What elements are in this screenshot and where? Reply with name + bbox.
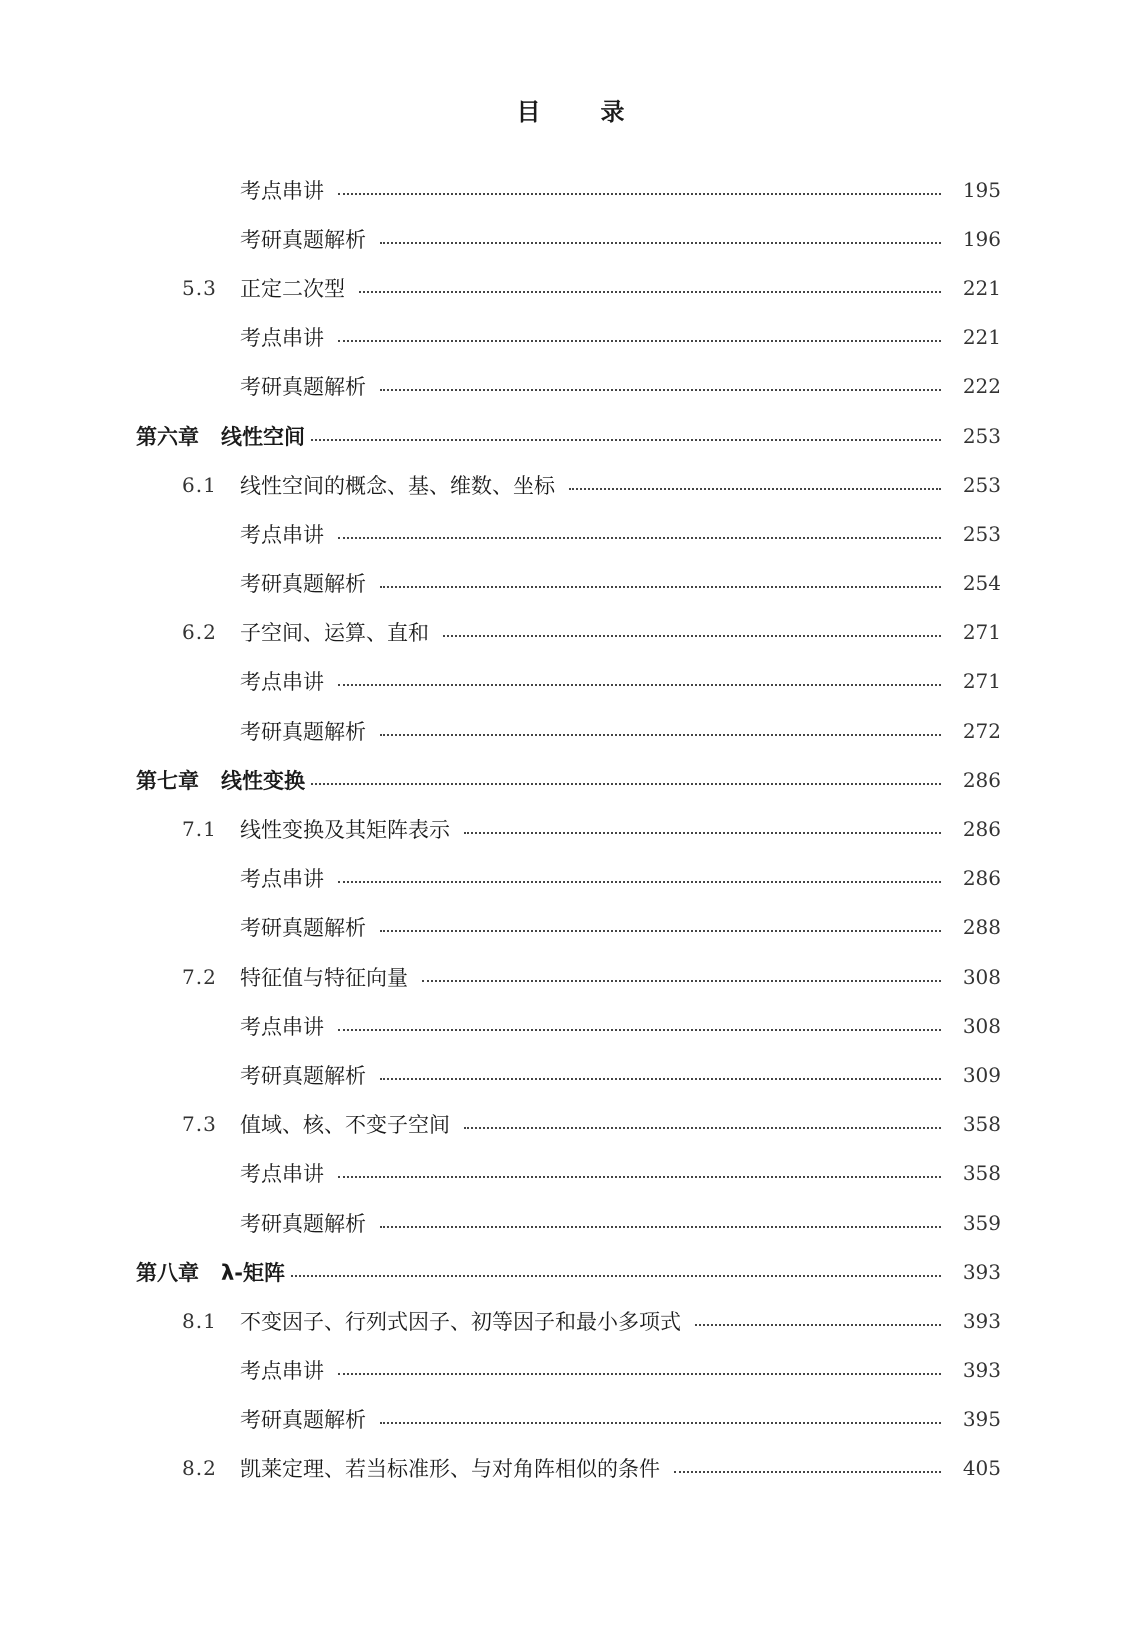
entry-title-with-leader: [240, 962, 945, 992]
entry-title-with-leader: [240, 1158, 945, 1188]
chapter-name: λ-矩阵: [221, 1260, 286, 1285]
entry-title-with-leader: [240, 617, 945, 647]
dot-leader: [380, 242, 941, 244]
chapter-number: 第八章: [136, 1260, 199, 1285]
entry-title-with-leader: [136, 765, 945, 795]
page-number: 271: [962, 669, 1001, 694]
entry-title-with-leader: [240, 1404, 945, 1434]
entry-title-with-leader: [240, 568, 945, 598]
section-title: 特征值与特征向量: [240, 965, 408, 990]
entry-title-with-leader: [240, 519, 945, 549]
entry-title-with-leader: [136, 421, 945, 451]
subsection-title: 考研真题解析: [240, 1211, 366, 1236]
subsection-title: 考研真题解析: [240, 1063, 366, 1088]
page-number: 222: [962, 374, 1001, 399]
page-number: 308: [962, 964, 1001, 989]
subsection-title: 考研真题解析: [240, 375, 366, 400]
page-number: 393: [962, 1358, 1001, 1383]
subsection-title: 考研真题解析: [240, 227, 366, 252]
toc-entry-section[interactable]: [0, 952, 1141, 1001]
page-number: 271: [962, 620, 1001, 645]
dot-leader: [380, 930, 941, 932]
toc-entry-sub[interactable]: [0, 657, 1141, 706]
dot-leader: [311, 439, 941, 441]
entry-title-with-leader: [240, 1355, 945, 1385]
toc-entry-sub[interactable]: [0, 1149, 1141, 1198]
dot-leader: [380, 586, 941, 588]
toc-entry-sub[interactable]: [0, 903, 1141, 952]
section-number: 5.3: [182, 275, 217, 300]
section-title: 正定二次型: [240, 276, 345, 301]
chapter-number: 第六章: [136, 424, 199, 449]
subsection-title: 考点串讲: [240, 670, 324, 695]
chapter-title: [136, 1257, 291, 1287]
page-number: 393: [962, 1308, 1001, 1333]
page-number: 393: [962, 1259, 1001, 1284]
section-number: 6.2: [182, 620, 217, 645]
page-number: 221: [962, 325, 1001, 350]
dot-leader: [380, 734, 941, 736]
page-number: 358: [962, 1112, 1001, 1137]
page-number: 358: [962, 1161, 1001, 1186]
page-number: 221: [962, 275, 1001, 300]
dot-leader: [422, 980, 941, 982]
entry-title-with-leader: [240, 1109, 945, 1139]
dot-leader: [338, 1373, 941, 1375]
dot-leader: [674, 1471, 941, 1473]
subsection-title: 考研真题解析: [240, 1408, 366, 1433]
section-title: 值域、核、不变子空间: [240, 1113, 450, 1138]
entry-title-with-leader: [240, 322, 945, 352]
entry-title-with-leader: [240, 1306, 945, 1336]
page-number: 405: [962, 1456, 1001, 1481]
toc-entry-sub[interactable]: [0, 509, 1141, 558]
subsection-title: 考点串讲: [240, 1359, 324, 1384]
dot-leader: [380, 1422, 941, 1424]
toc-entry-section[interactable]: [0, 460, 1141, 509]
dot-leader: [338, 1029, 941, 1031]
chapter-number: 第七章: [136, 768, 199, 793]
toc-entry-section[interactable]: [0, 1296, 1141, 1345]
subsection-title: 考研真题解析: [240, 719, 366, 744]
entry-title-with-leader: [240, 1208, 945, 1238]
page-number: 253: [962, 423, 1001, 448]
entry-title-with-leader: [240, 273, 945, 303]
toc-entry-sub[interactable]: [0, 1346, 1141, 1395]
chapter-name: 线性变换: [221, 768, 305, 793]
dot-leader: [464, 1127, 941, 1129]
subsection-title: 考点串讲: [240, 1014, 324, 1039]
entry-title-with-leader: [240, 716, 945, 746]
toc-entry-chapter[interactable]: [0, 1247, 1141, 1296]
section-title: 凯莱定理、若当标准形、与对角阵相似的条件: [240, 1457, 660, 1482]
dot-leader: [311, 783, 941, 785]
entry-title-with-leader: [240, 371, 945, 401]
dot-leader: [338, 340, 941, 342]
toc-entry-section[interactable]: [0, 804, 1141, 853]
section-number: 7.3: [182, 1112, 217, 1137]
toc-entry-sub[interactable]: [0, 313, 1141, 362]
subsection-title: 考点串讲: [240, 522, 324, 547]
toc-entry-chapter[interactable]: [0, 755, 1141, 804]
entry-title-with-leader: [240, 224, 945, 254]
entry-title-with-leader: [240, 1011, 945, 1041]
entry-title-with-leader: [136, 1257, 945, 1287]
toc-entry-sub[interactable]: [0, 1001, 1141, 1050]
entry-title-with-leader: [240, 175, 945, 205]
subsection-title: 考研真题解析: [240, 572, 366, 597]
dot-leader: [380, 389, 941, 391]
dot-leader: [338, 537, 941, 539]
section-number: 7.2: [182, 964, 217, 989]
subsection-title: 考点串讲: [240, 178, 324, 203]
entry-title-with-leader: [240, 863, 945, 893]
toc-entry-sub[interactable]: [0, 1395, 1141, 1444]
dot-leader: [443, 635, 941, 637]
chapter-title: [136, 765, 311, 795]
page-number: 195: [962, 177, 1001, 202]
page-number: 253: [962, 521, 1001, 546]
subsection-title: 考点串讲: [240, 867, 324, 892]
toc-entry-sub[interactable]: [0, 165, 1141, 214]
dot-leader: [569, 488, 941, 490]
entry-title-with-leader: [240, 1453, 945, 1483]
chapter-name: 线性空间: [221, 424, 305, 449]
dot-leader: [291, 1275, 941, 1277]
subsection-title: 考点串讲: [240, 326, 324, 351]
section-title: 线性变换及其矩阵表示: [240, 818, 450, 843]
entry-title-with-leader: [240, 912, 945, 942]
dot-leader: [338, 193, 941, 195]
toc-entry-sub[interactable]: [0, 706, 1141, 755]
toc-entry-chapter[interactable]: [0, 411, 1141, 460]
dot-leader: [695, 1324, 941, 1326]
toc-entry-sub[interactable]: [0, 362, 1141, 411]
entry-title-with-leader: [240, 666, 945, 696]
section-number: 7.1: [182, 817, 217, 842]
page-number: 286: [962, 767, 1001, 792]
dot-leader: [464, 832, 941, 834]
dot-leader: [359, 291, 941, 293]
table-of-contents: [0, 165, 1141, 1493]
dot-leader: [338, 1176, 941, 1178]
toc-entry-sub[interactable]: [0, 1198, 1141, 1247]
toc-entry-section[interactable]: [0, 608, 1141, 657]
toc-entry-sub[interactable]: [0, 214, 1141, 263]
dot-leader: [338, 881, 941, 883]
page-number: 309: [962, 1062, 1001, 1087]
toc-entry-section[interactable]: [0, 1100, 1141, 1149]
page-number: 254: [962, 571, 1001, 596]
toc-entry-sub[interactable]: [0, 854, 1141, 903]
section-title: 线性空间的概念、基、维数、坐标: [240, 473, 555, 498]
toc-entry-sub[interactable]: [0, 1050, 1141, 1099]
toc-entry-section[interactable]: [0, 263, 1141, 312]
dot-leader: [380, 1078, 941, 1080]
page-number: 286: [962, 817, 1001, 842]
page-number: 395: [962, 1407, 1001, 1432]
page-number: 253: [962, 472, 1001, 497]
section-number: 8.2: [182, 1456, 217, 1481]
dot-leader: [338, 684, 941, 686]
chapter-title: [136, 421, 311, 451]
page-number: 359: [962, 1210, 1001, 1235]
entry-title-with-leader: [240, 470, 945, 500]
toc-entry-section[interactable]: [0, 1444, 1141, 1493]
page-number: 286: [962, 866, 1001, 891]
page-number: 288: [962, 915, 1001, 940]
section-number: 8.1: [182, 1308, 217, 1333]
dot-leader: [380, 1226, 941, 1228]
subsection-title: 考研真题解析: [240, 916, 366, 941]
entry-title-with-leader: [240, 814, 945, 844]
subsection-title: 考点串讲: [240, 1162, 324, 1187]
section-title: 子空间、运算、直和: [240, 621, 429, 646]
page-number: 272: [962, 718, 1001, 743]
page-title: 目录: [516, 98, 685, 126]
page-number: 196: [962, 226, 1001, 251]
page-number: 308: [962, 1013, 1001, 1038]
section-number: 6.1: [182, 472, 217, 497]
section-title: 不变因子、行列式因子、初等因子和最小多项式: [240, 1309, 681, 1334]
entry-title-with-leader: [240, 1060, 945, 1090]
toc-entry-sub[interactable]: [0, 559, 1141, 608]
